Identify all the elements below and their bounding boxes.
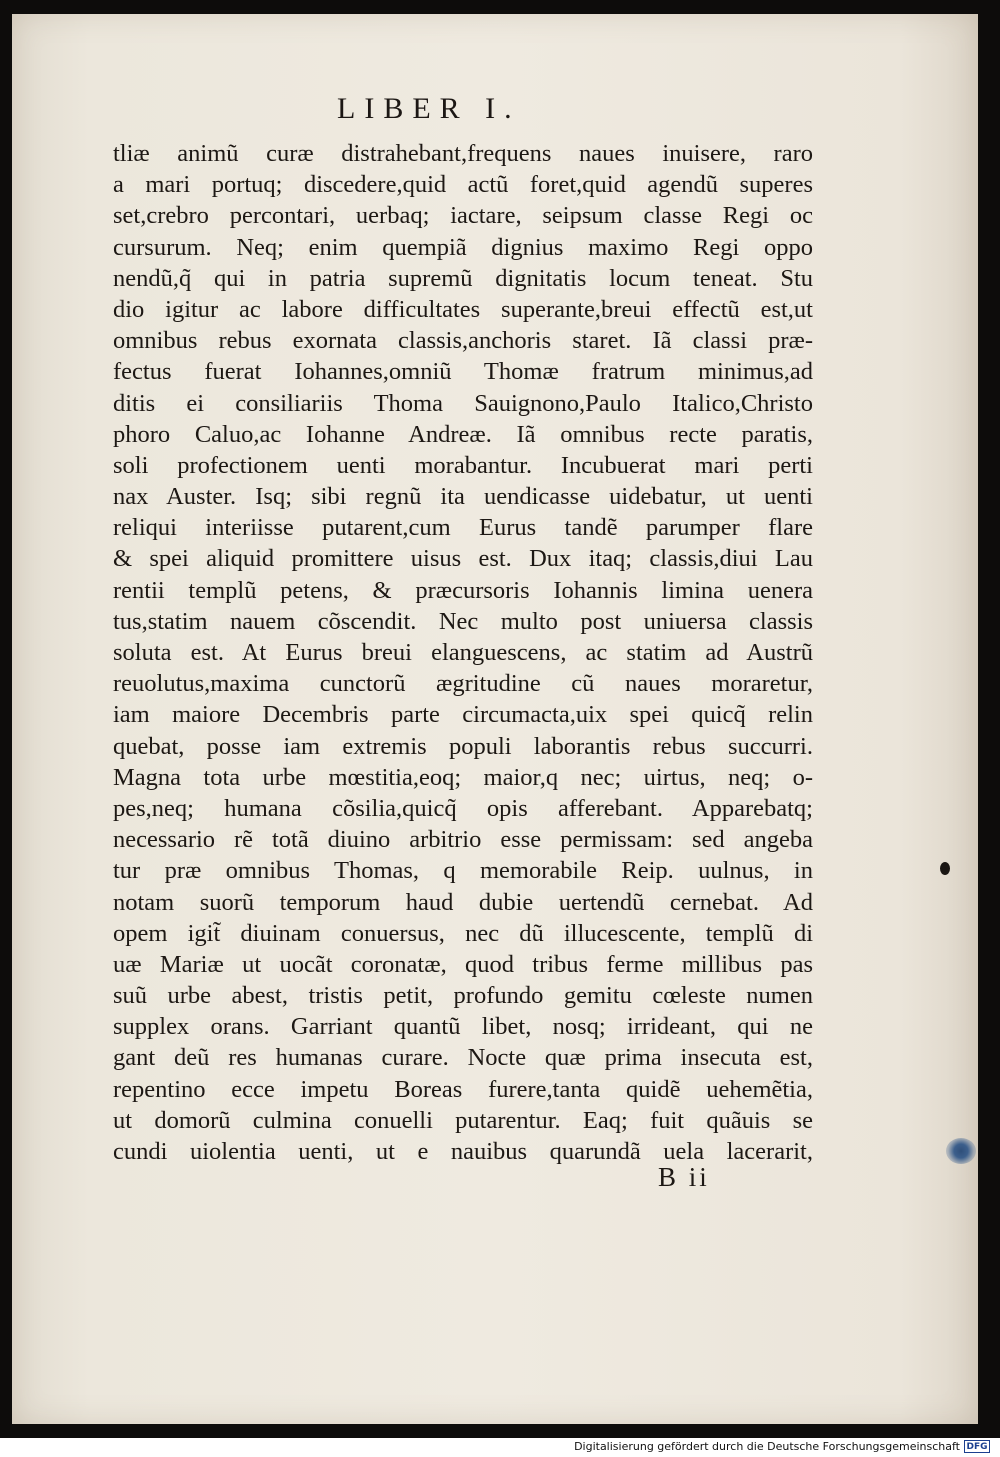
text-line: & spei aliquid promittere uisus est. Dux itaq; classis,diui Lau (113, 545, 813, 573)
text-line: reliqui interiisse putarent,cum Eurus tandẽ parumper flare (113, 514, 813, 542)
running-head: LIBER I. (337, 92, 521, 125)
text-line: cundi uiolentia uenti, ut e nauibus quarundã uela lacerarit, (113, 1138, 813, 1165)
text-line: dio igitur ac labore difficultates superante,breui effectũ est,ut (113, 295, 813, 323)
text-line: iam maiore Decembris parte circumacta,uix spei quicq̃ relin (113, 701, 813, 729)
text-line: rentii templũ petens, & præcursoris Iohannis limina uenera (113, 576, 813, 604)
text-line: soluta est. At Eurus breui elanguescens, ac statim ad Austrũ (113, 639, 813, 666)
text-line: soli profectionem uenti morabantur. Incubuerat mari perti (113, 451, 813, 479)
text-line: suũ urbe abest, tristis petit, profundo gemitu cœleste numen (113, 982, 813, 1010)
text-line: set,crebro percontari, uerbaq; iactare, seipsum classe Regi oc (113, 202, 813, 230)
text-line: a mari portuq; discedere,quid actũ foret,quid agendũ superes (113, 171, 813, 199)
dfg-logo: DFG (964, 1440, 990, 1453)
text-line: opem igit̃ diuinam conuersus, nec dũ illucescente, templũ di (113, 919, 813, 947)
text-line: nendũ,q̃ qui in patria supremũ dignitatis locum teneat. Stu (113, 264, 813, 292)
text-line: gant deũ res humanas curare. Nocte quæ prima insecuta est, (113, 1044, 813, 1072)
text-line: pes,neq; humana cõsilia,quicq̃ opis afferebant. Apparebatq; (113, 794, 813, 822)
page-body-text (113, 138, 813, 1167)
text-line: quebat, posse iam extremis populi laborantis rebus succurri. (113, 732, 813, 760)
text-line: phoro Caluo,ac Iohanne Andreæ. Iã omnibus recte paratis, (113, 420, 813, 448)
text-line: supplex orans. Garriant quantũ libet, nosq; irrideant, qui ne (113, 1013, 813, 1041)
text-line: ut domorũ culmina conuelli putarentur. Eaq; fuit quãuis se (113, 1106, 813, 1134)
book-page (12, 14, 978, 1424)
funding-credit: Digitalisierung gefördert durch die Deutsche Forschungsgemeinschaft (574, 1440, 960, 1453)
text-line: notam suorũ temporum haud dubie uertendũ cernebat. Ad (113, 888, 813, 916)
text-line: uæ Mariæ ut uocãt coronatæ, quod tribus ferme millibus pas (113, 950, 813, 978)
text-line: tus,statim nauem cõscendit. Nec multo post uniuersa classis (113, 607, 813, 635)
text-line: reuolutus,maxima cunctorũ ægritudine cũ naues moraretur, (113, 670, 813, 698)
signature-mark: B ii (658, 1162, 710, 1192)
text-line: ditis ei consiliariis Thoma Sauignono,Paulo Italico,Christo (113, 389, 813, 417)
text-line: cursurum. Neq; enim quempiã dignius maximo Regi oppo (113, 233, 813, 261)
ink-dot (940, 862, 950, 875)
text-line: tliæ animũ curæ distrahebant,frequens naues inuisere, raro (113, 140, 813, 167)
text-line: necessario rẽ totã diuino arbitrio esse permissam: sed angeba (113, 826, 813, 854)
text-line: omnibus rebus exornata classis,anchoris staret. Iã classi præ- (113, 327, 813, 355)
text-line: Magna tota urbe mœstitia,eoq; maior,q nec; uirtus, neq; o- (113, 763, 813, 791)
text-line: fectus fuerat Iohannes,omniũ Thomæ fratrum minimus,ad (113, 358, 813, 386)
text-line: repentino ecce impetu Boreas furere,tanta quidẽ uehemẽtia, (113, 1075, 813, 1103)
text-line: nax Auster. Isq; sibi regnũ ita uendicasse uidebatur, ut uenti (113, 483, 813, 511)
text-line: tur præ omnibus Thomas, q memorabile Reip. uulnus, in (113, 857, 813, 885)
ink-stain (946, 1138, 976, 1164)
